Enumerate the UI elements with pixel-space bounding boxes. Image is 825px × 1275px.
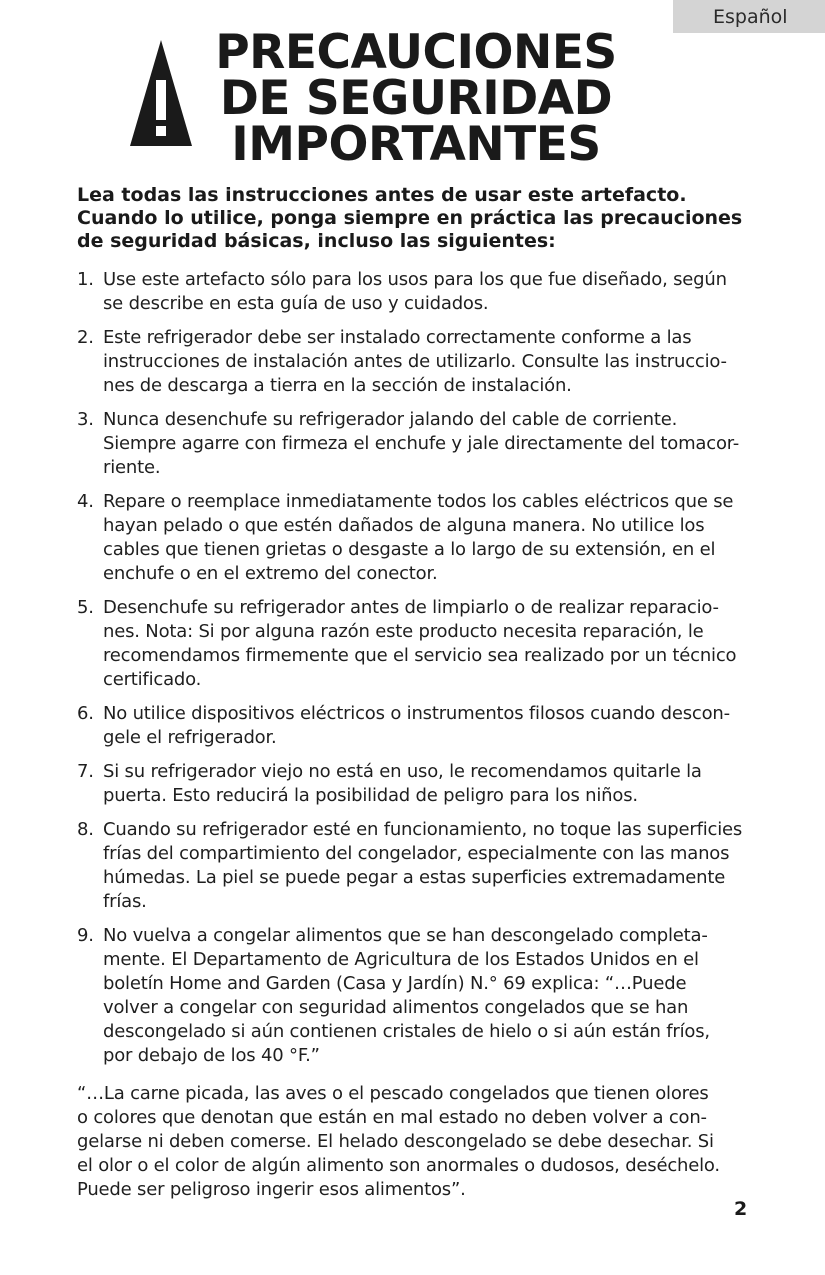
list-item [77, 326, 777, 398]
item-number: 6. [77, 703, 94, 724]
item-line: Este refrigerador debe ser instalado correctamente conforme a las [103, 327, 692, 348]
intro-line: Cuando lo utilice, ponga siempre en práctica las precauciones [77, 207, 743, 229]
item-line: gele el refrigerador. [103, 727, 277, 748]
item-line: certificado. [103, 669, 202, 690]
paragraph-line: “…La carne picada, las aves o el pescado congelados que tienen olores [77, 1083, 709, 1104]
paragraph-line: gelarse ni deben comerse. El helado descongelado se debe desechar. Si [77, 1131, 714, 1152]
item-line: frías del compartimiento del congelador, especialmente con las manos [103, 843, 730, 864]
item-line: húmedas. La piel se puede pegar a estas superficies extremadamente [103, 867, 726, 888]
list-item [77, 760, 777, 808]
paragraph-line: el olor o el color de algún alimento son anormales o dudosos, deséchelo. [77, 1155, 720, 1176]
list-item [77, 924, 777, 1068]
item-number: 9. [77, 925, 94, 946]
title-line: DE SEGURIDAD [219, 71, 613, 126]
list-item [77, 818, 777, 914]
title-line: IMPORTANTES [231, 117, 601, 172]
list-item [77, 490, 777, 586]
paragraph-line: Puede ser peligroso ingerir esos alimentos”. [77, 1179, 466, 1200]
item-number: 2. [77, 327, 94, 348]
item-line: enchufe o en el extremo del conector. [103, 563, 438, 584]
item-line: puerta. Esto reducirá la posibilidad de peligro para los niños. [103, 785, 638, 806]
item-line: nes. Nota: Si por alguna razón este producto necesita reparación, le [103, 621, 704, 642]
item-line: Nunca desenchufe su refrigerador jalando del cable de corriente. [103, 409, 678, 430]
precautions-list [77, 268, 777, 1078]
page-title [206, 25, 626, 172]
intro-text [77, 184, 767, 253]
item-line: riente. [103, 457, 161, 478]
item-number: 7. [77, 761, 94, 782]
language-tab: Español [673, 0, 825, 33]
list-item [77, 596, 777, 692]
item-line: hayan pelado o que estén dañados de alguna manera. No utilice los [103, 515, 705, 536]
list-item [77, 268, 777, 316]
item-line: mente. El Departamento de Agricultura de los Estados Unidos en el [103, 949, 699, 970]
item-number: 8. [77, 819, 94, 840]
title-line: PRECAUCIONES [215, 25, 617, 80]
item-line: recomendamos firmemente que el servicio sea realizado por un técnico [103, 645, 737, 666]
item-line: Desenchufe su refrigerador antes de limpiarlo o de realizar reparacio- [103, 597, 719, 618]
list-item [77, 702, 777, 750]
paragraph-line: o colores que denotan que están en mal estado no deben volver a con- [77, 1107, 707, 1128]
item-line: Cuando su refrigerador esté en funcionamiento, no toque las superficies [103, 819, 743, 840]
item-line: por debajo de los 40 °F.” [103, 1045, 320, 1066]
item-number: 5. [77, 597, 94, 618]
intro-line: de seguridad básicas, incluso las siguientes: [77, 230, 556, 252]
item-line: Use este artefacto sólo para los usos para los que fue diseñado, según [103, 269, 727, 290]
item-line: nes de descarga a tierra en la sección de instalación. [103, 375, 572, 396]
intro-line: Lea todas las instrucciones antes de usar este artefacto. [77, 184, 687, 206]
item-line: Si su refrigerador viejo no está en uso, le recomendamos quitarle la [103, 761, 702, 782]
item-line: frías. [103, 891, 147, 912]
warning-triangle-icon [128, 38, 194, 148]
item-number: 4. [77, 491, 94, 512]
item-line: Repare o reemplace inmediatamente todos los cables eléctricos que se [103, 491, 734, 512]
item-line: volver a congelar con seguridad alimentos congelados que se han [103, 997, 689, 1018]
closing-paragraph [77, 1082, 777, 1202]
item-number: 3. [77, 409, 94, 430]
item-line: instrucciones de instalación antes de utilizarlo. Consulte las instruccio- [103, 351, 727, 372]
item-number: 1. [77, 269, 94, 290]
item-line: descongelado si aún contienen cristales de hielo o si aún están fríos, [103, 1021, 710, 1042]
page-header [128, 25, 688, 172]
item-line: No vuelva a congelar alimentos que se han descongelado completa- [103, 925, 708, 946]
item-line: cables que tienen grietas o desgaste a lo largo de su extensión, en el [103, 539, 716, 560]
item-line: No utilice dispositivos eléctricos o instrumentos filosos cuando descon- [103, 703, 730, 724]
list-item [77, 408, 777, 480]
item-line: Siempre agarre con firmeza el enchufe y jale directamente del tomacor- [103, 433, 740, 454]
item-line: se describe en esta guía de uso y cuidados. [103, 293, 489, 314]
page-number: 2 [734, 1198, 748, 1220]
item-line: boletín Home and Garden (Casa y Jardín) N.° 69 explica: “…Puede [103, 973, 687, 994]
